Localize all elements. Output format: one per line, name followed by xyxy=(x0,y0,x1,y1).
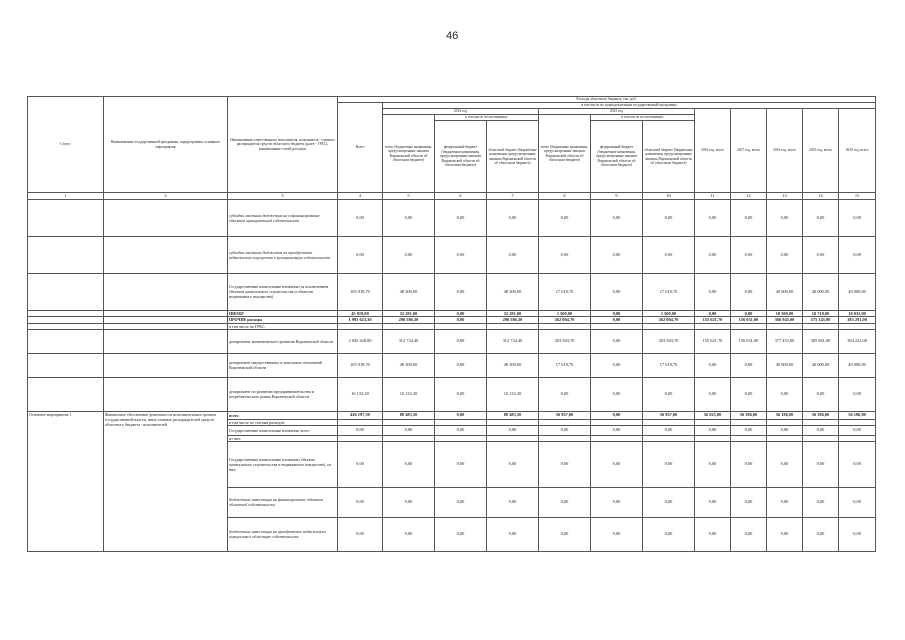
header-year-2015: 2015 год xyxy=(539,109,695,115)
value-cell: 0,00 xyxy=(731,353,767,377)
value-cell: 0,00 xyxy=(839,441,876,487)
row-label: департамент по развитию предпринимательства и потребительского рынка Воронежской области xyxy=(228,377,338,411)
value-cell: 375 145,00 xyxy=(803,317,839,324)
value-cell: 0,00 xyxy=(435,310,487,317)
value-cell: 0,00 xyxy=(338,487,383,517)
header-2020: 2020 год, всего xyxy=(839,109,876,193)
value-cell: 17 618,70 xyxy=(539,273,591,310)
value-cell: 0,00 xyxy=(803,425,839,435)
value-cell: 0,00 xyxy=(487,517,539,551)
value-cell: 0,00 xyxy=(435,377,487,411)
program-cell xyxy=(104,377,228,411)
row-label: Государственные капитальные вложения (за исключением объектов капитального строительства и объектов недвижимого имущества) xyxy=(228,273,338,310)
value-cell: 56 186,00 xyxy=(731,411,767,419)
value-cell: 0,00 xyxy=(591,377,643,411)
value-cell: 394 223,00 xyxy=(839,329,876,353)
value-cell: 48 300,00 xyxy=(487,353,539,377)
value-cell: 0,00 xyxy=(695,236,731,273)
header-2015-federal: федеральный бюджет (бюджетные назначения, предусмотренные законом Воронежской области об областном бюджете) xyxy=(591,121,643,193)
header-2014-sources: в том числе по источникам: xyxy=(435,115,539,121)
value-cell: 0,00 xyxy=(643,199,695,236)
status-cell xyxy=(28,353,104,377)
value-cell: 40 000,00 xyxy=(839,273,876,310)
value-cell: 156 031,00 xyxy=(731,317,767,324)
value-cell: 312 734,40 xyxy=(383,329,435,353)
program-cell xyxy=(104,353,228,377)
value-cell: 0,00 xyxy=(435,199,487,236)
value-cell: 0,00 xyxy=(539,517,591,551)
value-cell: 0,00 xyxy=(539,441,591,487)
value-cell: 0,00 xyxy=(695,425,731,435)
row-label: ПРОЧИЕ расходы xyxy=(228,317,338,324)
value-cell: 0,00 xyxy=(338,199,383,236)
header-2016: 2016 год, всего xyxy=(695,109,731,193)
header-program-name: Наименование государственной программы, подпрограммы, основного мероприятия xyxy=(104,97,228,193)
value-cell: 17 618,70 xyxy=(643,353,695,377)
value-cell: 40 000,00 xyxy=(803,273,839,310)
status-cell: Основное мероприятие 1 xyxy=(28,411,104,551)
value-cell: 0,00 xyxy=(338,517,383,551)
value-cell: 0,00 xyxy=(643,425,695,435)
value-cell: 16 133,30 xyxy=(338,377,383,411)
value-cell: 0,00 xyxy=(695,273,731,310)
row-label: бюджетные инвестиции на финансирование объектов областной собственности xyxy=(228,487,338,517)
value-cell: 0,00 xyxy=(435,236,487,273)
value-cell: 0,00 xyxy=(591,236,643,273)
value-cell: 262 004,70 xyxy=(539,317,591,324)
header-year-2014: 2014 год xyxy=(383,109,539,115)
value-cell: 366 945,00 xyxy=(767,317,803,324)
value-cell: 10 932,00 xyxy=(839,310,876,317)
column-index-cell: 5 xyxy=(383,193,435,200)
table-row xyxy=(28,199,876,236)
value-cell: 0,00 xyxy=(695,487,731,517)
header-2019: 2019 год, всего xyxy=(803,109,839,193)
value-cell: 0,00 xyxy=(435,353,487,377)
value-cell: 263 504,70 xyxy=(643,329,695,353)
value-cell: 0,00 xyxy=(591,353,643,377)
status-cell xyxy=(28,273,104,310)
value-cell: 1 500,00 xyxy=(643,310,695,317)
value-cell: 0,00 xyxy=(643,236,695,273)
value-cell: 155 621,70 xyxy=(695,317,731,324)
row-label: в том числе по ГРБС: xyxy=(228,323,338,329)
column-index-cell: 4 xyxy=(338,193,383,200)
value-cell: 0,00 xyxy=(383,441,435,487)
row-label: Государственные капитальные вложения (объекты капитального строительства и недвижимого имущества), из них: xyxy=(228,441,338,487)
table-row xyxy=(28,411,876,419)
value-cell: 0,00 xyxy=(383,425,435,435)
header-2015-regional: областной бюджет (бюджетные назначения, предусмотренные законом Воронежской области об областном бюджете) xyxy=(643,121,695,193)
value-cell: 0,00 xyxy=(731,199,767,236)
value-cell: 0,00 xyxy=(731,517,767,551)
value-cell: 40 000,00 xyxy=(839,353,876,377)
value-cell: 0,00 xyxy=(591,441,643,487)
value-cell: 0,00 xyxy=(338,425,383,435)
column-index-cell: 13 xyxy=(767,193,803,200)
status-cell xyxy=(28,329,104,353)
value-cell: 0,00 xyxy=(487,199,539,236)
value-cell: 0,00 xyxy=(767,236,803,273)
value-cell: 0,00 xyxy=(803,517,839,551)
value-cell: 0,00 xyxy=(383,236,435,273)
status-cell xyxy=(28,199,104,236)
value-cell: 0,00 xyxy=(539,199,591,236)
row-label: НИОКР xyxy=(228,310,338,317)
value-cell: 0,00 xyxy=(435,317,487,324)
row-label: в том числе по статьям расходов: xyxy=(228,419,338,425)
row-label: департамент имущественных и земельных отношений Воронежской области xyxy=(228,353,338,377)
value-cell: 56 937,00 xyxy=(643,411,695,419)
program-cell xyxy=(104,236,228,273)
value-cell: 0,00 xyxy=(487,487,539,517)
column-index-cell: 12 xyxy=(731,193,767,200)
value-cell: 0,00 xyxy=(731,487,767,517)
value-cell: 16 133,30 xyxy=(383,377,435,411)
value-cell: 0,00 xyxy=(591,310,643,317)
value-cell: 262 004,70 xyxy=(643,317,695,324)
header-2018: 2018 год, всего xyxy=(767,109,803,193)
value-cell: 0,00 xyxy=(591,517,643,551)
value-cell: 0,00 xyxy=(643,377,695,411)
value-cell: 48 300,00 xyxy=(487,273,539,310)
value-cell: 0,00 xyxy=(839,487,876,517)
column-index-cell: 7 xyxy=(487,193,539,200)
value-cell: 0,00 xyxy=(731,377,767,411)
table-row xyxy=(28,377,876,411)
value-cell: 0,00 xyxy=(731,236,767,273)
value-cell: 1 995 623,30 xyxy=(338,317,383,324)
value-cell: 0,00 xyxy=(591,329,643,353)
value-cell: 0,00 xyxy=(643,517,695,551)
value-cell: 0,00 xyxy=(591,199,643,236)
value-cell: 56 186,00 xyxy=(803,411,839,419)
value-cell: 0,00 xyxy=(767,425,803,435)
value-cell: 105 918,70 xyxy=(338,353,383,377)
value-cell: 0,00 xyxy=(695,353,731,377)
row-label: департамент экономического развития Воронежской области xyxy=(228,329,338,353)
value-cell: 0,00 xyxy=(767,441,803,487)
value-cell: 0,00 xyxy=(839,199,876,236)
value-cell: 0,00 xyxy=(695,199,731,236)
value-cell: 0,00 xyxy=(435,441,487,487)
value-cell: 385 861,00 xyxy=(803,329,839,353)
value-cell: 296 586,30 xyxy=(487,317,539,324)
program-cell xyxy=(104,329,228,353)
table-row xyxy=(28,353,876,377)
value-cell: 56 025,00 xyxy=(695,411,731,419)
expenses-table xyxy=(27,96,876,552)
value-cell: 0,00 xyxy=(767,199,803,236)
header-2014-federal: федеральный бюджет (бюджетные назначения, предусмотренные законом Воронежской области об областном бюджете) xyxy=(435,121,487,193)
value-cell: 0,00 xyxy=(803,236,839,273)
value-cell: 40 000,00 xyxy=(767,353,803,377)
value-cell: 0,00 xyxy=(731,441,767,487)
column-index-cell: 3 xyxy=(228,193,338,200)
value-cell: 0,00 xyxy=(695,377,731,411)
value-cell: 0,00 xyxy=(731,425,767,435)
value-cell: 0,00 xyxy=(839,236,876,273)
value-cell: 0,00 xyxy=(695,310,731,317)
table-row xyxy=(28,236,876,273)
header-total: Всего xyxy=(338,103,383,193)
value-cell: 2 045 428,80 xyxy=(338,329,383,353)
value-cell: 0,00 xyxy=(487,425,539,435)
value-cell: 0,00 xyxy=(731,273,767,310)
value-cell: 0,00 xyxy=(338,236,383,273)
column-index-cell: 14 xyxy=(803,193,839,200)
value-cell: 0,00 xyxy=(767,377,803,411)
value-cell: 17 618,70 xyxy=(643,273,695,310)
row-label: всего xyxy=(228,411,338,419)
value-cell: 0,00 xyxy=(695,517,731,551)
value-cell: 0,00 xyxy=(839,425,876,435)
value-cell: 0,00 xyxy=(839,517,876,551)
value-cell: 0,00 xyxy=(767,517,803,551)
value-cell: 32 281,00 xyxy=(487,310,539,317)
value-cell: 0,00 xyxy=(803,377,839,411)
value-cell: 0,00 xyxy=(539,425,591,435)
row-label: субсидии местным бюджетам на софинансирование объектов муниципальной собственности xyxy=(228,199,338,236)
header-expenses-title: Расходы областного бюджета, тыс. руб. xyxy=(338,97,876,103)
value-cell: 1 500,00 xyxy=(539,310,591,317)
value-cell: 0,00 xyxy=(435,411,487,419)
value-cell: 16 133,30 xyxy=(487,377,539,411)
value-cell: 0,00 xyxy=(643,487,695,517)
value-cell: 10 500,00 xyxy=(767,310,803,317)
value-cell: 156 031,00 xyxy=(731,329,767,353)
value-cell: 48 300,00 xyxy=(383,273,435,310)
column-index-cell: 2 xyxy=(104,193,228,200)
header-executor: Наименование ответственного исполнителя, исполнителя - главного распорядителя средств областного бюджета (далее - ГРБС), наименование статей расходов xyxy=(228,97,338,193)
value-cell: 0,00 xyxy=(487,441,539,487)
row-label: Государственные капитальные вложения, всего xyxy=(228,425,338,435)
header-2015-sources: в том числе по источникам: xyxy=(591,115,695,121)
value-cell: 0,00 xyxy=(539,236,591,273)
status-cell xyxy=(28,377,104,411)
value-cell: 40 000,00 xyxy=(803,353,839,377)
value-cell: 0,00 xyxy=(695,441,731,487)
value-cell: 0,00 xyxy=(383,517,435,551)
value-cell: 40 000,00 xyxy=(767,273,803,310)
value-cell: 263 504,70 xyxy=(539,329,591,353)
program-cell: Финансовое обеспечение деятельности исполнительных органов государственной власти, иных главных распорядителей средств областного бюджета - исполнителей xyxy=(104,411,228,551)
value-cell: 0,00 xyxy=(383,199,435,236)
program-cell xyxy=(104,199,228,236)
value-cell: 0,00 xyxy=(591,425,643,435)
column-index-cell: 10 xyxy=(643,193,695,200)
column-index-cell: 11 xyxy=(695,193,731,200)
value-cell: 105 918,70 xyxy=(338,273,383,310)
value-cell: 88 483,50 xyxy=(487,411,539,419)
value-cell: 0,00 xyxy=(803,441,839,487)
column-index-cell: 1 xyxy=(28,193,104,200)
value-cell: 56 937,00 xyxy=(539,411,591,419)
header-2015-total: всего (бюджетные назначения, предусмотренные законом Воронежской области об областном бюджете) xyxy=(539,115,591,193)
value-cell: 56 186,00 xyxy=(839,411,876,419)
value-cell: 48 300,00 xyxy=(383,353,435,377)
value-cell: 32 281,00 xyxy=(383,310,435,317)
program-cell xyxy=(104,273,228,310)
value-cell: 0,00 xyxy=(839,377,876,411)
value-cell: 0,00 xyxy=(591,411,643,419)
value-cell: 0,00 xyxy=(731,310,767,317)
value-cell: 0,00 xyxy=(435,487,487,517)
value-cell: 0,00 xyxy=(803,199,839,236)
value-cell: 0,00 xyxy=(591,317,643,324)
row-label: субсидии местным бюджетам на приобретение недвижимого имущества в муниципальную собственность xyxy=(228,236,338,273)
header-2014-total: всего (бюджетные назначения, предусмотренные законом Воронежской области об областном бюджете) xyxy=(383,115,435,193)
value-cell: 17 618,70 xyxy=(539,353,591,377)
value-cell: 312 734,40 xyxy=(487,329,539,353)
value-cell: 0,00 xyxy=(767,487,803,517)
value-cell: 0,00 xyxy=(539,377,591,411)
value-cell: 0,00 xyxy=(539,487,591,517)
value-cell: 0,00 xyxy=(435,425,487,435)
header-2014-regional: областной бюджет (бюджетные назначения, предусмотренные законом Воронежской области об областном бюджете) xyxy=(487,121,539,193)
value-cell: 0,00 xyxy=(435,273,487,310)
value-cell: 377 453,00 xyxy=(767,329,803,353)
status-cell xyxy=(28,236,104,273)
value-cell: 426 197,50 xyxy=(338,411,383,419)
header-by-years: в том числе по годам реализации государственной программы xyxy=(383,103,876,109)
row-label: из них: xyxy=(228,435,338,441)
column-index-cell: 15 xyxy=(839,193,876,200)
table-row xyxy=(28,273,876,310)
value-cell: 0,00 xyxy=(803,487,839,517)
column-index-cell: 8 xyxy=(539,193,591,200)
value-cell: 56 186,00 xyxy=(767,411,803,419)
header-status: Статус xyxy=(28,97,104,193)
row-label: бюджетные инвестиции на приобретение недвижимого имущества в областную собственность xyxy=(228,517,338,551)
page-number: 46 xyxy=(446,30,459,42)
column-index-cell: 6 xyxy=(435,193,487,200)
value-cell: 0,00 xyxy=(591,487,643,517)
value-cell: 0,00 xyxy=(435,329,487,353)
value-cell: 155 621,70 xyxy=(695,329,731,353)
value-cell: 45 819,00 xyxy=(338,310,383,317)
value-cell: 0,00 xyxy=(383,487,435,517)
value-cell: 0,00 xyxy=(435,517,487,551)
value-cell: 88 483,50 xyxy=(383,411,435,419)
value-cell: 0,00 xyxy=(591,273,643,310)
value-cell: 296 586,30 xyxy=(383,317,435,324)
column-index-cell: 9 xyxy=(591,193,643,200)
value-cell: 0,00 xyxy=(643,441,695,487)
value-cell: 0,00 xyxy=(487,236,539,273)
value-cell: 383 291,00 xyxy=(839,317,876,324)
header-2017: 2017 год, всего xyxy=(731,109,767,193)
value-cell: 10 718,00 xyxy=(803,310,839,317)
table-row xyxy=(28,329,876,353)
value-cell: 0,00 xyxy=(338,441,383,487)
